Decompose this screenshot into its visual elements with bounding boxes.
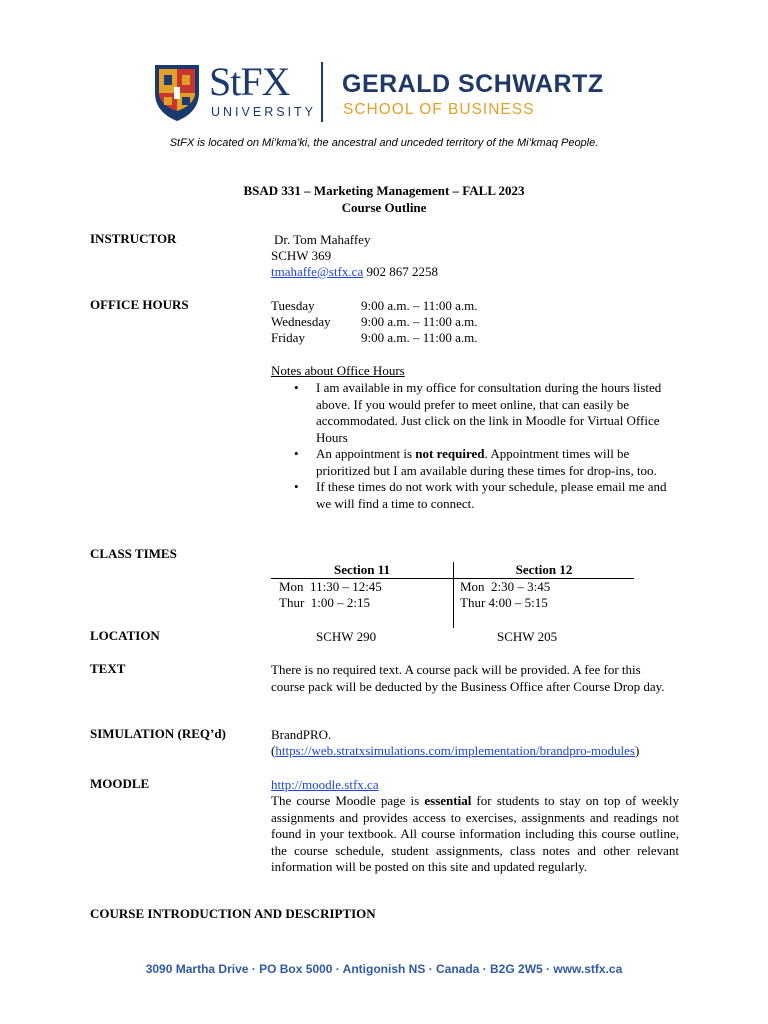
course-intro-heading: COURSE INTRODUCTION AND DESCRIPTION: [90, 906, 376, 921]
moodle-url-link[interactable]: http://moodle.stfx.ca: [271, 777, 379, 792]
section-11-time: Thur 1:00 – 2:15: [279, 595, 370, 610]
document-subtitle: Course Outline: [341, 200, 427, 215]
office-hours-notes-heading: Notes about Office Hours: [271, 363, 405, 378]
location-label: LOCATION: [90, 628, 160, 643]
university-subtitle: UNIVERSITY: [211, 105, 317, 119]
simulation-name: BrandPRO.: [271, 727, 332, 742]
simulation-url-line: (https://web.stratxsimulations.com/implementation/brandpro-modules): [271, 743, 640, 758]
class-times-label: CLASS TIMES: [90, 546, 177, 561]
moodle-description: The course Moodle page is essential for students to stay on top of weekly assignments and provides access to exercises, assignments and readings not found in your textbook. All course information including this course outline, the course schedule, student assignments, class notes and other relevant information will be posted on this site and updated regularly.: [271, 793, 680, 874]
office-hours-day: Tuesday: [271, 298, 315, 313]
office-hours-label: OFFICE HOURS: [90, 297, 189, 312]
office-hours-note: • An appointment is not required. Appointment times will be prioritized but I am available during these times for drop-ins, too.: [271, 446, 668, 479]
school-name: GERALD SCHWARTZ: [342, 70, 604, 98]
page-footer-address: 3090 Martha Drive · PO Box 5000 · Antigonish NS · Canada · B2G 2W5 · www.stfx.ca: [145, 962, 623, 976]
instructor-email-link[interactable]: tmahaffe@stfx.ca: [271, 264, 364, 279]
office-hours-time: 9:00 a.m. – 11:00 a.m.: [361, 330, 478, 345]
instructor-name: Dr. Tom Mahaffey: [274, 232, 371, 247]
location-section-12: SCHW 205: [497, 629, 558, 644]
university-wordmark: StFX: [209, 59, 290, 104]
section-12-time: Thur 4:00 – 5:15: [460, 595, 548, 610]
stfx-crest-logo: [153, 63, 201, 123]
simulation-url-link[interactable]: https://web.stratxsimulations.com/implementation/brandpro-modules: [275, 743, 635, 758]
school-subtitle: SCHOOL OF BUSINESS: [343, 101, 535, 118]
section-11-time: Mon 11:30 – 12:45: [279, 579, 382, 594]
course-title: BSAD 331 – Marketing Management – FALL 2023: [243, 183, 525, 198]
text-description: There is no required text. A course pack will be provided. A fee for this course pack will be deducted by the Business Office after Course Drop day.: [271, 662, 665, 694]
class-times-table: [271, 562, 634, 628]
moodle-url-line: [271, 777, 379, 794]
section-11-header: Section 11: [334, 562, 390, 577]
logo-divider: [321, 62, 323, 122]
office-hours-day: Wednesday: [271, 314, 331, 329]
location-section-11: SCHW 290: [316, 629, 377, 644]
instructor-phone: 902 867 2258: [366, 264, 438, 279]
instructor-label: INSTRUCTOR: [90, 231, 177, 246]
instructor-office: SCHW 369: [271, 248, 332, 263]
text-label: TEXT: [90, 661, 126, 676]
section-12-time: Mon 2:30 – 3:45: [460, 579, 551, 594]
land-acknowledgement: StFX is located on Mi’kma’ki, the ancestral and unceded territory of the Mi’kmaq People.: [169, 137, 599, 149]
office-hours-time: 9:00 a.m. – 11:00 a.m.: [361, 298, 478, 313]
instructor-contact: [271, 264, 438, 281]
simulation-label: SIMULATION (REQ’d): [90, 726, 226, 741]
office-hours-notes-list: [271, 380, 668, 512]
office-hours-time: 9:00 a.m. – 11:00 a.m.: [361, 314, 478, 329]
office-hours-note: • I am available in my office for consultation during the hours listed above. If you would prefer to meet online, that can easily be accommodated. Just click on the link in Moodle for Virtual Office Hours: [271, 380, 668, 446]
moodle-label: MOODLE: [90, 776, 150, 791]
office-hours-note: • If these times do not work with your schedule, please email me and we will find a time to connect.: [271, 479, 668, 512]
office-hours-day: Friday: [271, 330, 305, 345]
section-12-header: Section 12: [515, 562, 573, 577]
